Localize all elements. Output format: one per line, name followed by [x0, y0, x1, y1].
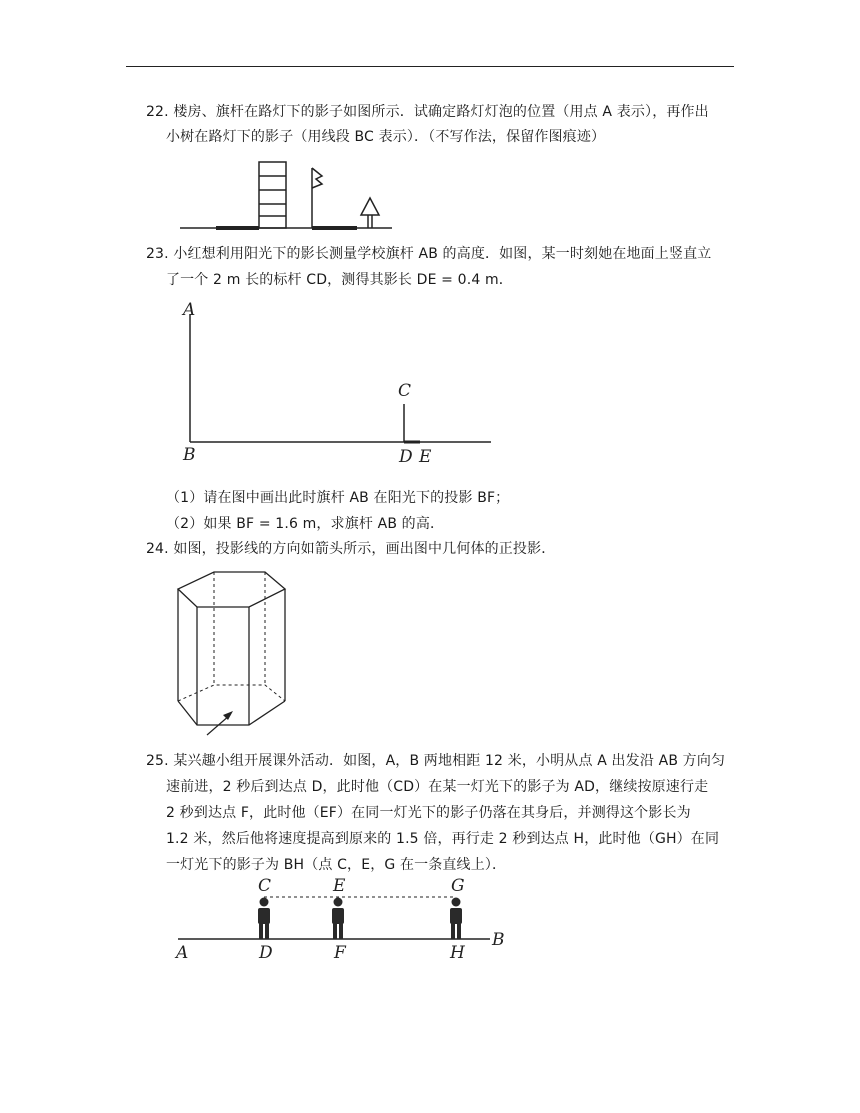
label-a: A	[183, 300, 196, 320]
small-tree	[361, 198, 379, 228]
q25-line-2: 速前进，2 秒后到达点 D，此时他（CD）在某一灯光下的影子为 AD，继续按原速行走	[166, 779, 709, 795]
q23-part-2: （2）如果 BF = 1.6 m，求旗杆 AB 的高．	[166, 516, 445, 532]
label-a: A	[176, 943, 189, 962]
q25-line-1: 25. 某兴趣小组开展课外活动．如图，A，B 两地相距 12 米，小明从点 A 出发沿 AB 方向匀	[146, 753, 726, 769]
person-cd	[258, 898, 270, 940]
q25-line-4: 1.2 米，然后他将速度提高到原来的 1.5 倍，再行走 2 秒到达点 H，此时他（GH）在同	[166, 831, 720, 847]
label-e: E	[419, 447, 432, 467]
label-d: D	[399, 447, 413, 467]
q23-line-2: 了一个 2 m 长的标杆 CD，测得其影长 DE = 0.4 m．	[166, 272, 513, 288]
q25-line-5: 一灯光下的影子为 BH（点 C，E，G 在一条直线上）．	[166, 857, 507, 873]
header-rule	[126, 66, 734, 67]
label-f: F	[334, 943, 346, 962]
label-e: E	[333, 876, 346, 896]
projection-arrow	[207, 711, 233, 735]
q22-line-1: 22. 楼房、旗杆在路灯下的影子如图所示．试确定路灯灯泡的位置（用点 A 表示），再作出	[146, 104, 709, 120]
q24-line-1: 24. 如图，投影线的方向如箭头所示，画出图中几何体的正投影．	[146, 541, 556, 557]
flagpole	[312, 168, 322, 228]
q25-line-3: 2 秒到达点 F，此时他（EF）在同一灯光下的影子仍落在其身后，并测得这个影长为	[166, 805, 691, 821]
q23-figure	[170, 296, 500, 471]
q25-figure	[170, 872, 510, 962]
person-gh	[450, 898, 462, 940]
q23-part-1: （1）请在图中画出此时旗杆 AB 在阳光下的投影 BF；	[166, 490, 510, 506]
q24-hexagonal-prism-figure	[170, 565, 300, 740]
label-g: G	[451, 876, 465, 896]
q22-line-2: 小树在路灯下的影子（用线段 BC 表示）．（不写作法，保留作图痕迹）	[166, 129, 606, 145]
q22-figure	[170, 158, 400, 234]
label-h: H	[450, 943, 465, 962]
q23-line-1: 23. 小红想利用阳光下的影长测量学校旗杆 AB 的高度．如图，某一时刻她在地面上竖直立	[146, 246, 712, 262]
label-d: D	[259, 943, 273, 962]
building	[259, 162, 286, 228]
label-b: B	[492, 930, 505, 950]
person-ef	[332, 898, 344, 940]
label-c: C	[258, 876, 272, 896]
label-b: B	[183, 445, 196, 465]
label-c: C	[398, 381, 412, 401]
